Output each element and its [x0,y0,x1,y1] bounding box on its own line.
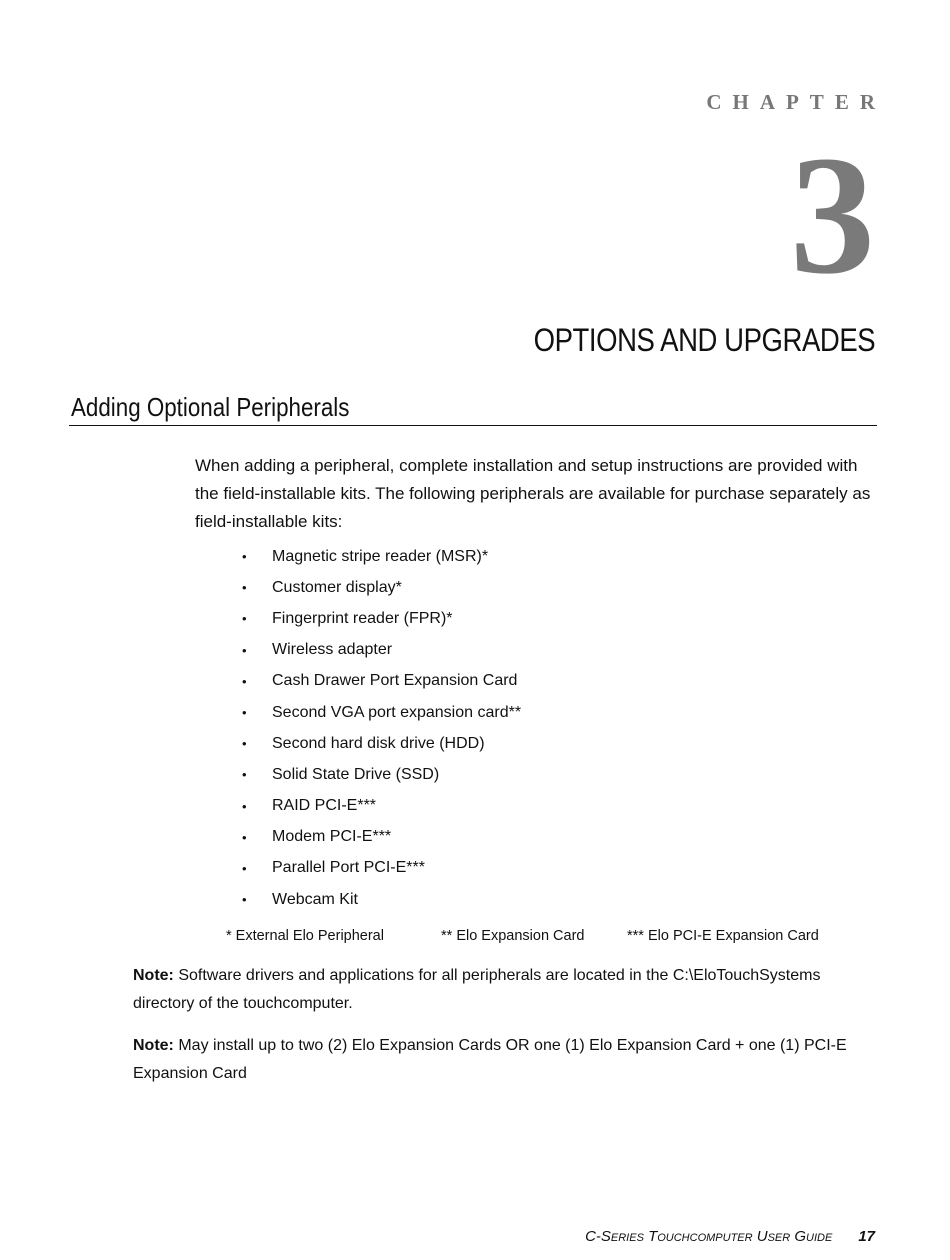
note-label: Note: [133,1037,174,1054]
list-item-label: Modem PCI-E*** [272,828,392,846]
note-drivers [133,962,883,1018]
list-item-label: Second hard disk drive (HDD) [272,734,485,752]
bullet-icon: • [242,736,247,752]
bullet-icon: • [242,673,247,689]
bullet-icon: • [242,767,247,783]
list-item [240,603,521,634]
list-item [240,572,521,603]
list-item [240,791,521,822]
list-item-label: Magnetic stripe reader (MSR)* [272,547,489,565]
list-item [240,728,521,759]
note-label: Note: [133,967,174,984]
list-item [240,853,521,884]
note-text: May install up to two (2) Elo Expansion Cards OR one (1) Elo Expansion Card + one (1) PCI-E Expansion Card [133,1037,847,1082]
chapter-label: CHAPTER [706,90,886,114]
list-item-label: RAID PCI-E*** [272,797,377,815]
page-footer [585,1228,875,1245]
bullet-icon: • [242,892,247,908]
chapter-title: OPTIONS AND UPGRADES [533,322,875,358]
bullet-icon: • [242,705,247,721]
section-divider [69,425,877,426]
list-item [240,822,521,853]
list-item [240,759,521,790]
footnote-external-peripheral: * External Elo Peripheral [226,928,384,944]
list-item-label: Webcam Kit [272,890,358,908]
list-item [240,635,521,666]
page-number: 17 [858,1228,875,1245]
intro-paragraph: When adding a peripheral, complete installation and setup instructions are provided with the field-installable kits. The following peripherals are available for purchase separately as field-installable kits: [195,456,871,531]
list-item [240,541,521,572]
list-item-label: Solid State Drive (SSD) [272,765,440,783]
bullet-icon: • [242,549,247,565]
bullet-icon: • [242,580,247,596]
bullet-icon: • [242,860,247,876]
chapter-number: 3 [790,121,875,309]
list-item-label: Parallel Port PCI-E*** [272,859,425,877]
bullet-icon: • [242,642,247,658]
note-text: Software drivers and applications for all peripherals are located in the C:\EloTouchSystems directory of the touchcomputer. [133,967,821,1012]
footer-guide-title: C-Series Touchcomputer User Guide [585,1228,833,1245]
list-item-label: Customer display* [272,578,402,596]
bullet-icon: • [242,829,247,845]
list-item [240,697,521,728]
bullet-icon: • [242,798,247,814]
footnote-pcie-card: *** Elo PCI-E Expansion Card [627,928,819,944]
list-item [240,666,521,697]
footnotes [226,928,819,944]
list-item-label: Cash Drawer Port Expansion Card [272,672,518,690]
footnote-expansion-card: ** Elo Expansion Card [441,928,585,944]
peripheral-list [240,541,521,915]
section-heading: Adding Optional Peripherals [71,392,350,422]
note-expansion-limit [133,1032,883,1088]
bullet-icon: • [242,611,247,627]
list-item-label: Fingerprint reader (FPR)* [272,609,453,627]
list-item-label: Wireless adapter [272,641,393,659]
list-item-label: Second VGA port expansion card** [272,703,522,721]
list-item [240,884,521,915]
